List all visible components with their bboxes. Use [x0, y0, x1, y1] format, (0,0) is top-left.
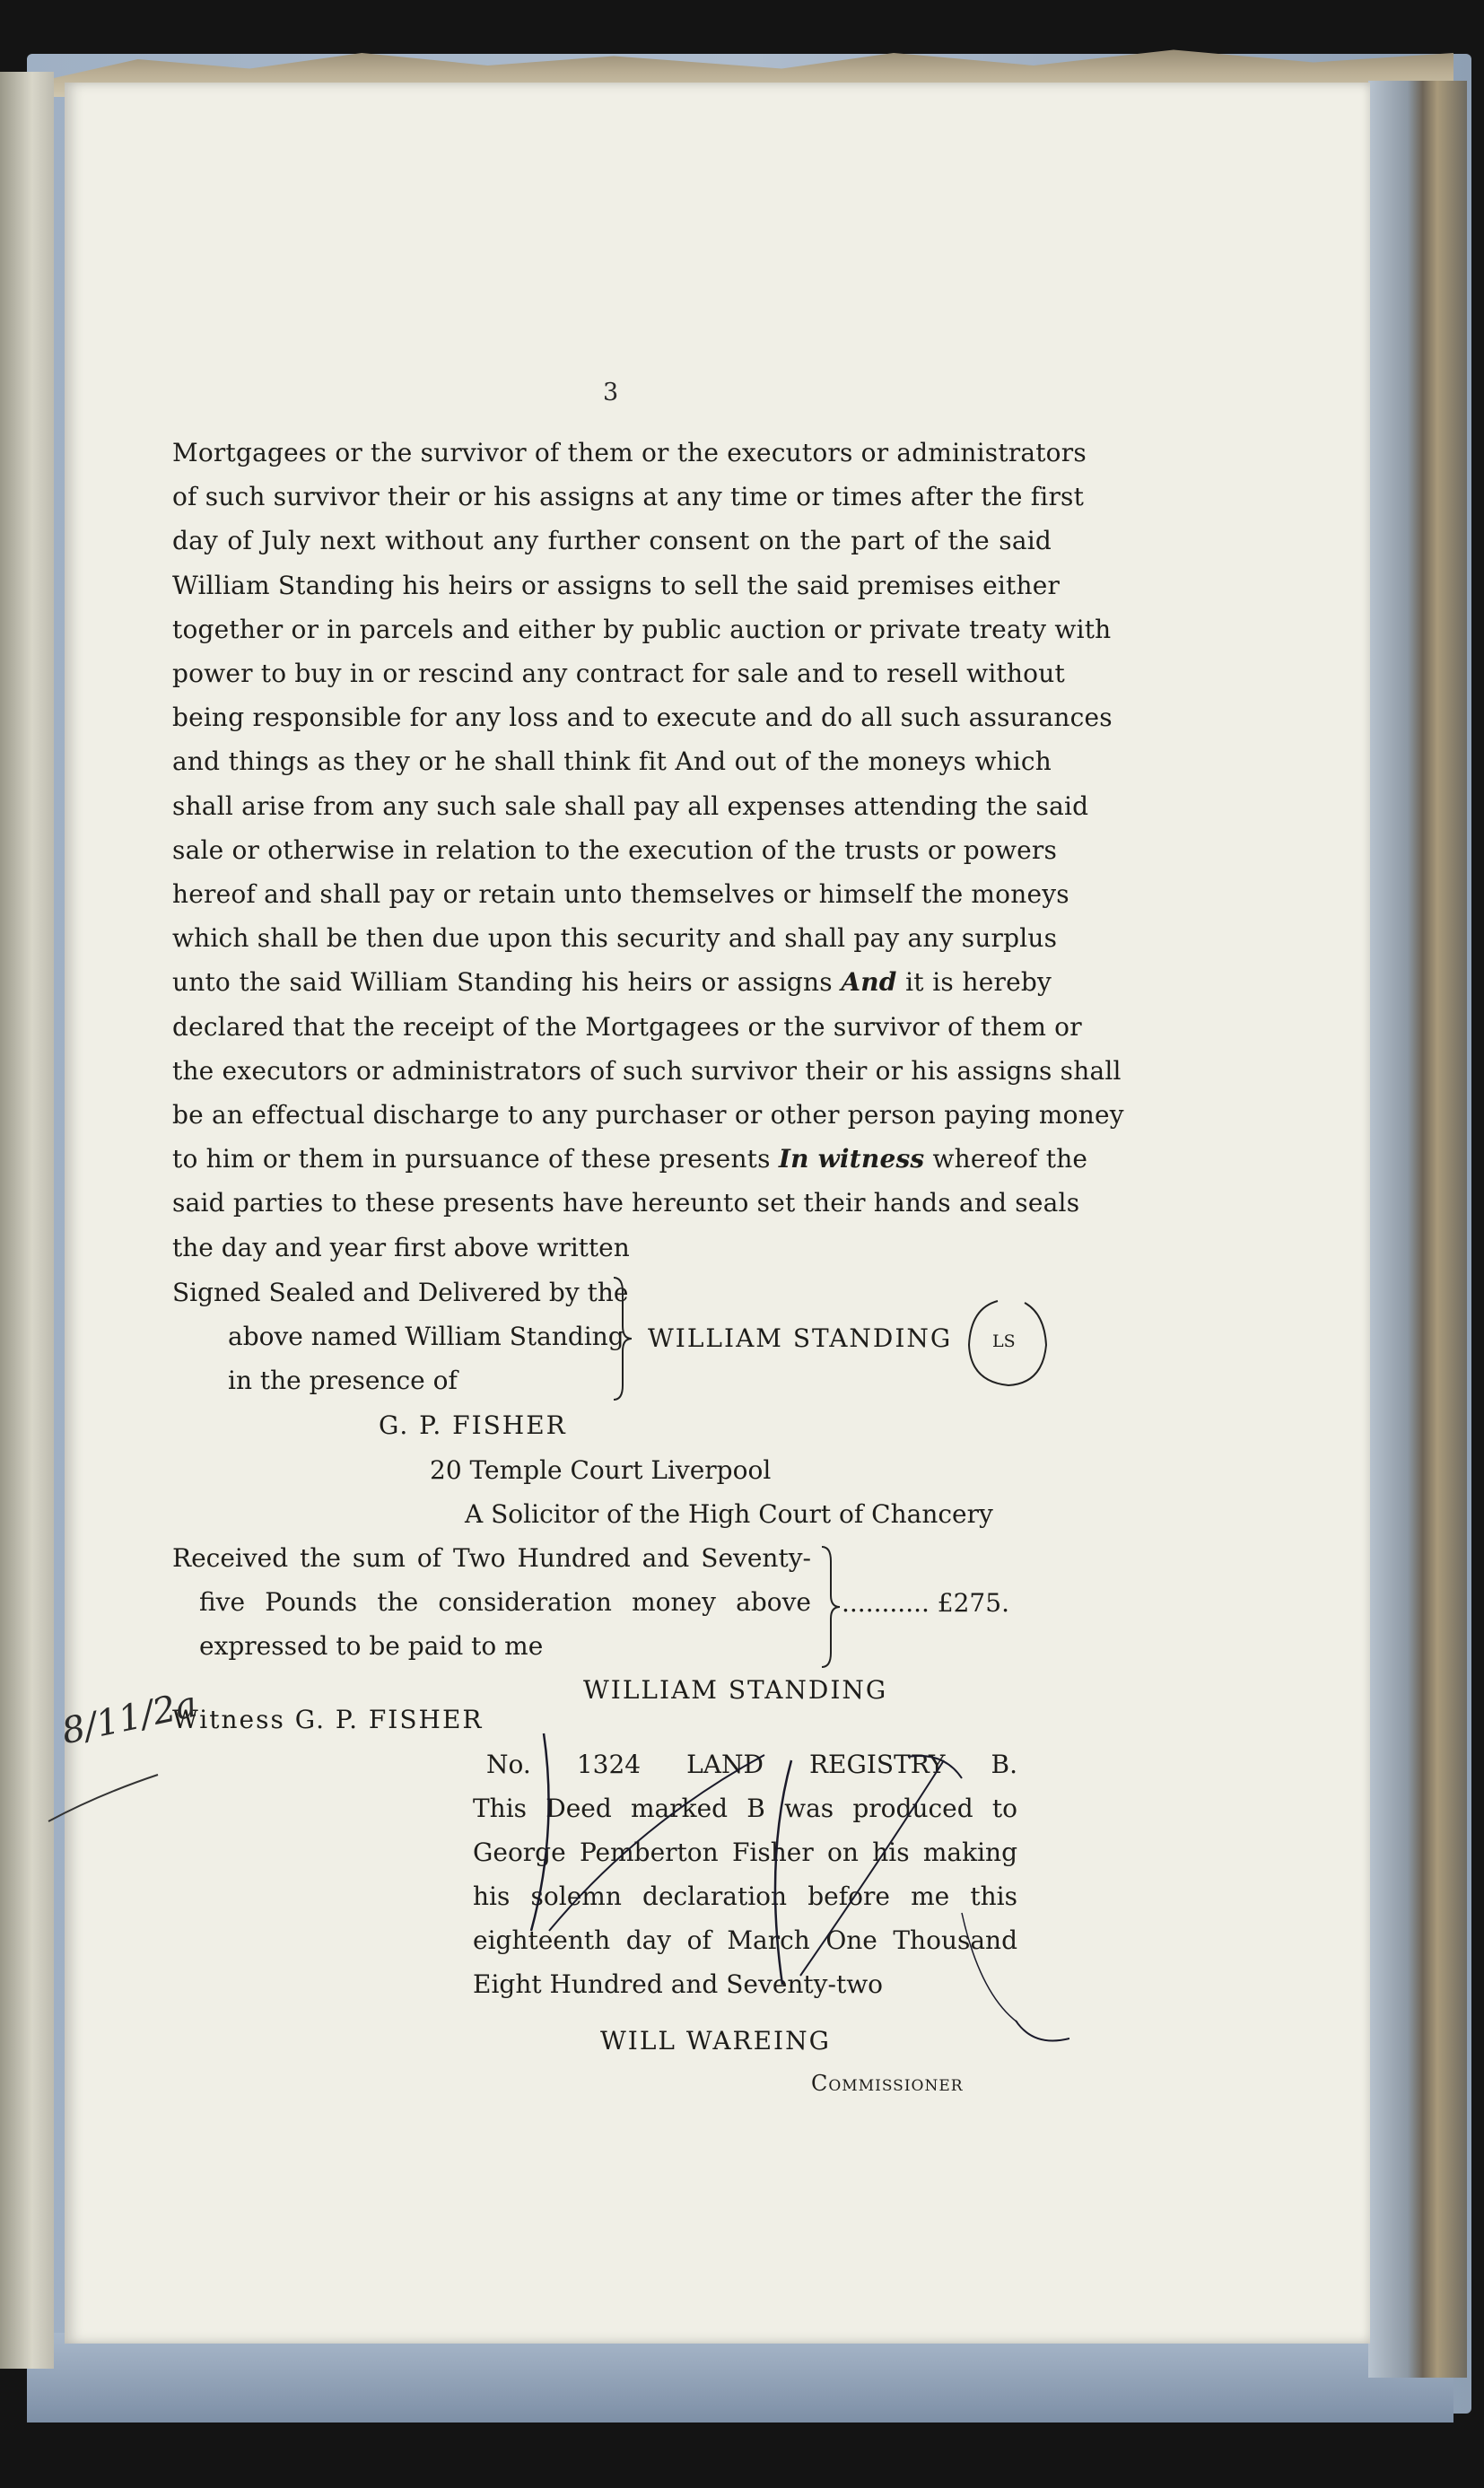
registry-line-4: his solemn declaration before me this [473, 1881, 1017, 1911]
body-line: being responsible for any loss and to execute and do all such assurances [172, 703, 1113, 733]
attestation-brace [610, 1276, 637, 1401]
margin-note: 8/11/2a [57, 1683, 201, 1753]
attestation-line-3: in the presence of [228, 1366, 458, 1395]
text-span: to him or them in pursuance of these presents [172, 1144, 779, 1174]
witness-line: Witness G. P. FISHER [172, 1705, 484, 1734]
seal-label: LS [992, 1331, 1016, 1351]
commissioner-signature: WILL WAREING [600, 2026, 831, 2056]
body-line: Mortgagees or the survivor of them or the executors or administrators [172, 438, 1087, 467]
cover-bottom-edge [27, 2333, 1453, 2423]
witness-name: G. P. FISHER [379, 1410, 567, 1440]
document-page [65, 83, 1370, 2344]
body-line-final: the day and year first above written [172, 1232, 630, 1262]
attestation-line-2: above named William Standing [228, 1322, 624, 1351]
handwritten-registry-mark [495, 1724, 1069, 2074]
body-line: be an effectual discharge to any purchaser or other person paying money [172, 1100, 1124, 1130]
body-line: declared that the receipt of the Mortgagees or the survivor of them or [172, 1011, 1082, 1042]
body-line: shall arise from any such sale shall pay all expenses attending the said [172, 790, 1089, 821]
body-line: said parties to these presents have hereunto set their hands and seals [172, 1188, 1080, 1218]
body-line: together or in parcels and either by public auction or private treaty with [172, 614, 1112, 644]
margin-note-underline [45, 1768, 161, 1830]
receipt-amount: ........... £275. [842, 1588, 1009, 1618]
registry-line-1: No. 1324 LAND REGISTRY B. [486, 1750, 1017, 1779]
body-line: power to buy in or rescind any contract for sale and to resell without [172, 659, 1065, 688]
receipt-line-3: expressed to be paid to me [199, 1631, 544, 1661]
body-line: day of July next without any further consent on the part of the said [172, 526, 1052, 556]
body-line: hereof and shall pay or retain unto themselves or himself the moneys [172, 879, 1069, 909]
commissioner-title: Commissioner [811, 2071, 964, 2096]
receipt-line-2: five Pounds the consideration money above [199, 1587, 811, 1617]
receipt-signatory: WILLIAM STANDING [583, 1675, 888, 1705]
page-number: 3 [603, 379, 619, 406]
registry-line-2: This Deed marked B was produced to [473, 1794, 1017, 1823]
body-line: which shall be then due upon this security and shall pay any surplus [172, 923, 1058, 954]
text-span: whereof the [924, 1144, 1088, 1174]
signatory-name: WILLIAM STANDING [648, 1323, 953, 1353]
body-line: the executors or administrators of such survivor their or his assigns shall [172, 1055, 1122, 1086]
text-span: unto the said William Standing his heirs or assigns [172, 967, 842, 998]
gothic-keyword: In witness [778, 1144, 925, 1174]
body-line: William Standing his heirs or assigns to sell the said premises either [172, 570, 1061, 600]
registry-line-6: Eight Hundred and Seventy-two [473, 1969, 884, 1999]
left-page-edge [0, 72, 54, 2369]
body-line-and [172, 967, 1052, 998]
body-line-in-witness [172, 1144, 1088, 1174]
receipt-line-1: Received the sum of Two Hundred and Seventy- [172, 1543, 811, 1573]
body-line: of such survivor their or his assigns at any time or times after the first [172, 482, 1085, 512]
witness-address: 20 Temple Court Liverpool [430, 1455, 772, 1485]
gothic-keyword: And [841, 967, 897, 998]
body-line: sale or otherwise in relation to the execution of the trusts or powers [172, 834, 1058, 865]
attestation-line-1: Signed Sealed and Delivered by the [172, 1278, 629, 1307]
text-span: it is hereby [896, 967, 1052, 998]
registry-line-3: George Pemberton Fisher on his making [473, 1838, 1017, 1867]
right-page-edges [1368, 81, 1467, 2378]
witness-title: A Solicitor of the High Court of Chancery [465, 1499, 993, 1529]
registry-line-5: eighteenth day of March One Thousand [473, 1925, 1017, 1955]
body-line: and things as they or he shall think fit And out of the moneys which [172, 746, 1052, 777]
